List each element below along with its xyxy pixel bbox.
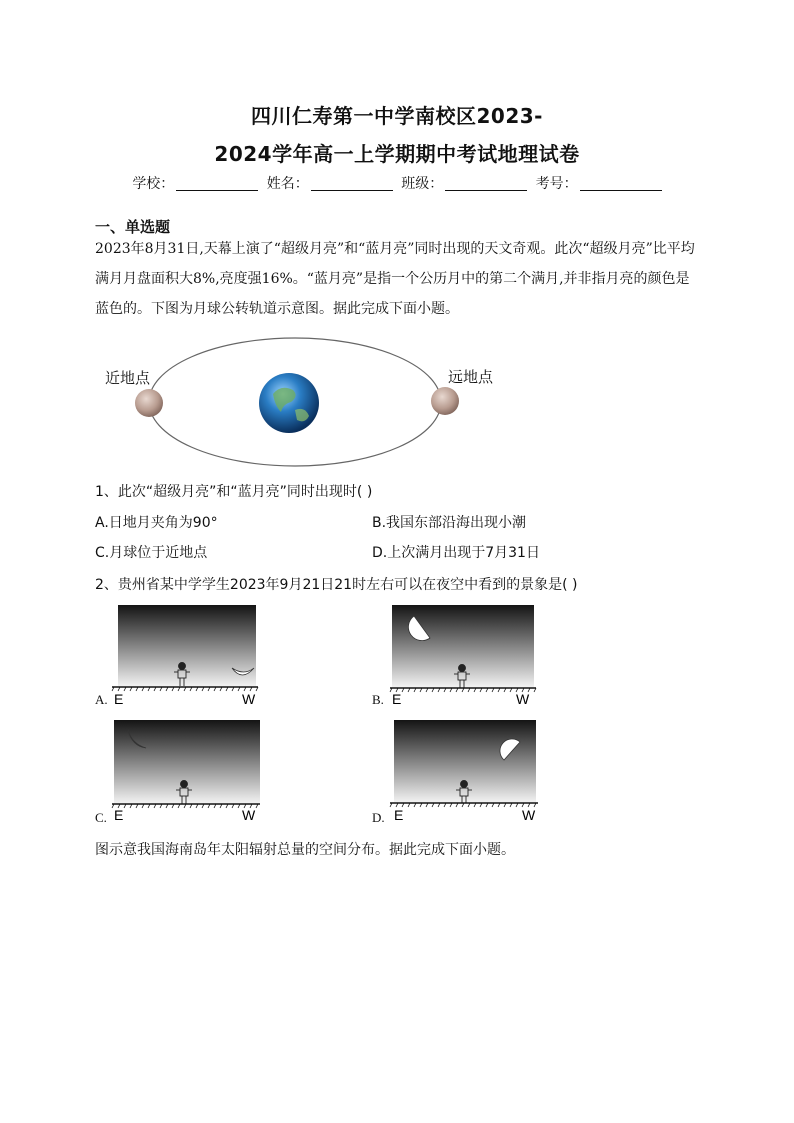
name-blank[interactable] [311, 176, 393, 191]
school-blank[interactable] [176, 176, 258, 191]
exam-title-line2: 2024学年高一上学期期中考试地理试卷 [214, 142, 580, 166]
q2-option-a-scene[interactable] [110, 604, 260, 708]
class-label: 班级： [401, 176, 444, 192]
exam-number-field [536, 173, 662, 193]
question-2-stem: 2、贵州省某中学学生2023年9月21日21时左右可以在夜空中看到的景象是( ) [95, 577, 578, 593]
q2-option-d-scene[interactable] [388, 718, 540, 824]
q1-option-b[interactable]: B.我国东部沿海出现小潮 [372, 515, 527, 531]
q2-option-c-letter[interactable]: C. [95, 810, 107, 825]
q1-option-d[interactable]: D.上次满月出现于7月31日 [372, 545, 540, 561]
q2-option-c-scene[interactable] [110, 718, 262, 824]
question-1-stem: 1、此次“超级月亮”和“蓝月亮”同时出现时( ) [95, 484, 373, 500]
name-field [267, 173, 393, 193]
east-label: E [114, 691, 124, 707]
west-label: W [522, 807, 536, 823]
passage-supermoon: 2023年8月31日,天幕上演了“超级月亮”和“蓝月亮”同时出现的天文奇观。此次“超级月亮”比平均满月月盘面积大8%,亮度强16%。“蓝月亮”是指一个公历月中的第二个满月,并非指月亮的颜色是蓝色的。下图为月球公转轨道示意图。据此完成下面小题。 [95, 241, 695, 317]
school-field [132, 173, 258, 193]
west-label: W [242, 691, 256, 707]
q2-option-b-scene[interactable] [388, 604, 538, 708]
earth-icon [259, 373, 319, 433]
student-info-row [0, 173, 794, 193]
moon-perigee-icon [135, 389, 163, 417]
east-label: E [394, 807, 404, 823]
name-label: 姓名： [266, 176, 309, 192]
moon-orbit-diagram [95, 336, 515, 472]
school-label: 学校： [132, 176, 175, 192]
section-heading: 一、单选题 [95, 218, 171, 236]
exam-number-blank[interactable] [580, 176, 662, 191]
perigee-label: 近地点 [105, 369, 151, 387]
west-label: W [242, 807, 256, 823]
q2-option-b-letter[interactable]: B. [372, 692, 384, 707]
class-field [401, 173, 527, 193]
east-label: E [114, 807, 124, 823]
class-blank[interactable] [445, 176, 527, 191]
q2-option-a-letter[interactable]: A. [95, 692, 108, 707]
east-label: E [392, 691, 402, 707]
q2-option-d-letter[interactable]: D. [372, 810, 385, 825]
west-label: W [516, 691, 530, 707]
apogee-label: 远地点 [448, 368, 494, 386]
moon-apogee-icon [431, 387, 459, 415]
exam-number-label: 考号： [535, 176, 578, 192]
passage-hainan: 图示意我国海南岛年太阳辐射总量的空间分布。据此完成下面小题。 [95, 842, 515, 858]
q1-option-c[interactable]: C.月球位于近地点 [95, 545, 208, 561]
q1-option-a[interactable]: A.日地月夹角为90° [95, 515, 218, 531]
exam-title-line1: 四川仁寿第一中学南校区2023- [251, 104, 543, 128]
